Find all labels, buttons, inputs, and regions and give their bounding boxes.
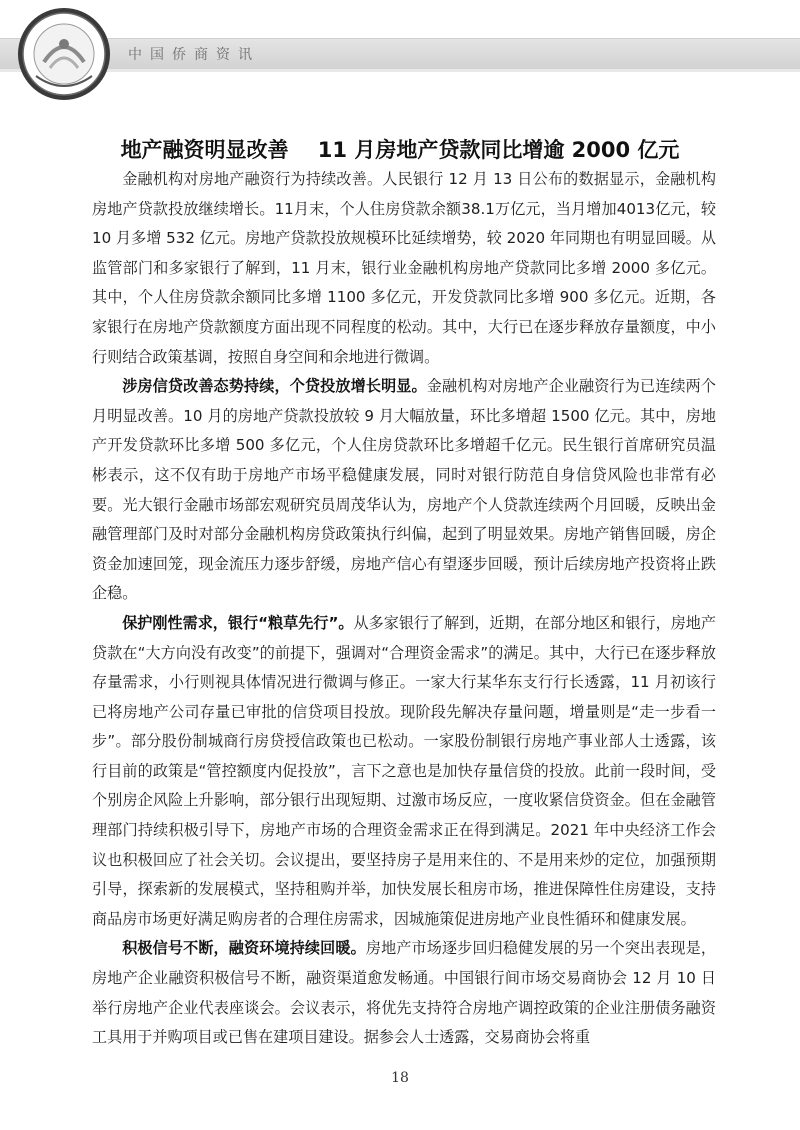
paragraph-lead: 涉房信贷改善态势持续，个贷投放增长明显。 xyxy=(122,377,427,396)
paragraph xyxy=(92,934,716,1052)
paragraph xyxy=(92,372,716,609)
paragraph xyxy=(92,165,716,372)
paragraph-lead: 保护刚性需求，银行“粮草先行”。 xyxy=(122,613,354,632)
header-band xyxy=(0,38,800,70)
paragraph-text: 房地产市场逐步回归稳健发展的另一个突出表现是，房地产企业融资积极信号不断，融资渠道愈发畅通。中国银行间市场交易商协会 12 月 10 日举行房地产企业代表座谈会。会议表示，将优先支持符合房地产调控政策的企业注册债务融资工具用于并购项目或已售在建项目建设。据参会人士透露，交易商协会将重 xyxy=(92,939,716,1047)
running-head: 中国侨商资讯 xyxy=(128,47,260,63)
paragraph-text: 金融机构对房地产企业融资行为已连续两个月明显改善。10 月的房地产贷款投放较 9 月大幅放量，环比多增超 1500 亿元。其中，房地产开发贷款环比多增 500 多亿元，个人住房贷款环比多增超千亿元。民生银行首席研究员温彬表示，这不仅有助于房地产市场平稳健康发展，同时对银行防范自身信贷风险也非常有必要。光大银行金融市场部宏观研究员周茂华认为，房地产个人贷款连续两个月回暖，反映出金融管理部门及时对部分金融机构房贷政策执行纠偏，起到了明显效果。房地产销售回暖，房企资金加速回笼，现金流压力逐步舒缓，房地产信心有望逐步回暖，预计后续房地产投资将止跌企稳。 xyxy=(92,377,716,603)
paragraph xyxy=(92,609,716,935)
page-number: 18 xyxy=(391,1070,409,1086)
paragraph-text: 金融机构对房地产融资行为持续改善。人民银行 12 月 13 日公布的数据显示，金融机构房地产贷款投放继续增长。11月末，个人住房贷款余额38.1万亿元，当月增加4013亿元，较 10 月多增 532 亿元。房地产贷款投放规模环比延续增势，较 2020 年同期也有明显回暖。从监管部门和多家银行了解到，11 月末，银行业金融机构房地产贷款同比多增 2000 多亿元。其中，个人住房贷款余额同比多增 1100 多亿元，开发贷款同比多增 900 多亿元。近期，各家银行在房地产贷款额度方面出现不同程度的松动。其中，大行已在逐步释放存量额度，中小行则结合政策基调，按照自身空间和余地进行微调。 xyxy=(92,170,716,366)
paragraph-lead: 积极信号不断，融资环境持续回暖。 xyxy=(122,939,366,958)
association-logo-icon xyxy=(14,4,114,104)
paragraph-text: 从多家银行了解到，近期，在部分地区和银行，房地产贷款在“大方向没有改变”的前提下，强调对“合理资金需求”的满足。其中，大行已在逐步释放存量需求，小行则视具体情况进行微调与修正。一家大行某华东支行行长透露，11 月初该行已将房地产公司存量已审批的信贷项目投放。现阶段先解决存量问题，增量则是“走一步看一步”。部分股份制城商行房贷授信政策也已松动。一家股份制银行房地产事业部人士透露，该行目前的政策是“管控额度内促投放”，言下之意也是加快存量信贷的投放。此前一段时间，受个别房企风险上升影响，部分银行出现短期、过激市场反应，一度收紧信贷资金。但在金融管理部门持续积极引导下，房地产市场的合理资金需求正在得到满足。2021 年中央经济工作会议也积极回应了社会关切。会议提出，要坚持房子是用来住的、不是用来炒的定位，加强预期引导，探索新的发展模式，坚持租购并举，加快发展长租房市场，推进保障性住房建设，支持商品房市场更好满足购房者的合理住房需求，因城施策促进房地产业良性循环和健康发展。 xyxy=(92,613,716,928)
header-accent-line xyxy=(0,69,800,72)
article-body xyxy=(92,165,716,1053)
article-title: 地产融资明显改善 11 月房地产贷款同比增逾 2000 亿元 xyxy=(120,138,680,163)
